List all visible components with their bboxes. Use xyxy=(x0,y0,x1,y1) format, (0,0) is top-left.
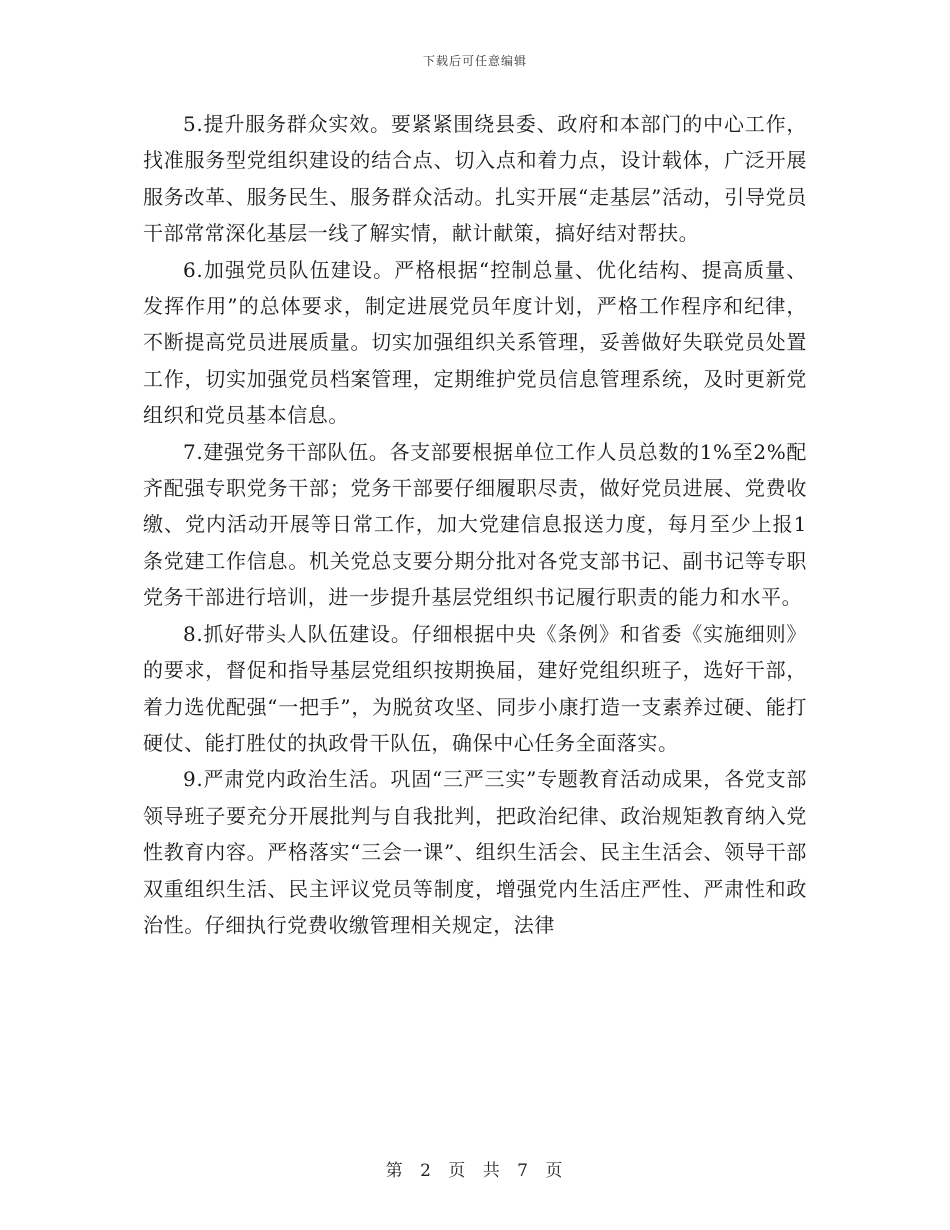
paragraph-6: 6.加强党员队伍建设。严格根据“控制总量、优化结构、提高质量、发挥作用”的总体要求，制定进展党员年度计划，严格工作程序和纪律，不断提高党员进展质量。切实加强组织关系管理，妥善做好失联党员处置工作，切实加强党员档案管理，定期维护党员信息管理系统，及时更新党组织和党员基本信息。 xyxy=(143,257,807,428)
page-number-footer: 第 2 页 共 7 页 xyxy=(385,1161,565,1181)
paragraph-5: 5.提升服务群众实效。要紧紧围绕县委、政府和本部门的中心工作，找准服务型党组织建设的结合点、切入点和着力点，设计载体，广泛开展服务改革、服务民生、服务群众活动。扎实开展“走基层”活动，引导党员干部常常深化基层一线了解实情，献计献策，搞好结对帮扶。 xyxy=(143,112,807,246)
paragraph-9: 9.严肃党内政治生活。巩固“三严三实”专题教育活动成果，各党支部领导班子要充分开展批判与自我批判，把政治纪律、政治规矩教育纳入党性教育内容。严格落实“三会一课”、组织生活会、民主生活会、领导干部双重组织生活、民主评议党员等制度，增强党内生活庄严性、严肃性和政治性。仔细执行党费收缴管理相关规定，法律 xyxy=(143,767,807,937)
paragraph-7: 7.建强党务干部队伍。各支部要根据单位工作人员总数的1%至2%配齐配强专职党务干部；党务干部要仔细履职尽责，做好党员进展、党费收缴、党内活动开展等日常工作，加大党建信息报送力度，每月至少上报1条党建工作信息。机关党总支要分期分批对各党支部书记、副书记等专职党务干部进行培训，进一步提升基层党组织书记履行职责的能力和水平。 xyxy=(143,439,807,610)
paragraph-8: 8.抓好带头人队伍建设。仔细根据中央《条例》和省委《实施细则》的要求，督促和指导基层党组织按期换届，建好党组织班子，选好干部，着力选优配强“一把手”，为脱贫攻坚、同步小康打造一支素养过硬、能打硬仗、能打胜仗的执政骨干队伍，确保中心任务全面落实。 xyxy=(143,621,807,755)
document-body xyxy=(143,106,807,943)
page-header: 下载后可任意编辑 xyxy=(422,54,527,68)
